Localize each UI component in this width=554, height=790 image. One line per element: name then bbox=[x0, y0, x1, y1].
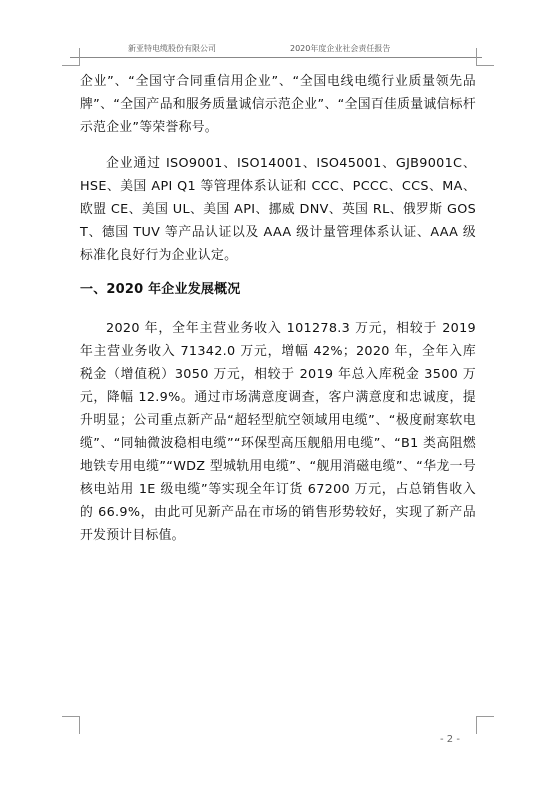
crop-mark-top-right bbox=[476, 48, 494, 66]
crop-mark-bottom-right bbox=[476, 716, 494, 734]
crop-mark-bottom-left bbox=[62, 716, 80, 734]
paragraph-certifications: 企业通过 ISO9001、ISO14001、ISO45001、GJB9001C、HSE、美国 API Q1 等管理体系认证和 CCC、PCCC、CCS、MA、欧盟 CE、美国 UL、美国 API、挪威 DNV、英国 RL、俄罗斯 GOST、德国 TUV 等产品认证以及 AAA 级计量管理体系认证、AAA 级标准化良好行为企业认定。 bbox=[80, 156, 476, 263]
document-body bbox=[80, 70, 476, 547]
page-header bbox=[70, 41, 482, 58]
header-report-title: 2020年度企业社会责任报告 bbox=[290, 44, 391, 53]
paragraph-development-overview: 2020 年，全年主营业务收入 101278.3 万元，相较于 2019 年主营业务收入 71342.0 万元，增幅 42%；2020 年，全年入库税金（增值税）3050 万元，相较于 2019 年总入库税金 3500 万元，降幅 12.9%。通过市场满意度调查，客户满意度和忠诚度，提升明显；公司重点新产品“超轻型航空领域用电缆”、“极度耐寒软电缆”、“同轴微波稳相电缆”“环保型高压舰船用电缆”、“B1 类高阻燃地铁专用电缆”“WDZ 型城轨用电缆”、“舰用消磁电缆”、“华龙一号核电站用 1E 级电缆”等实现全年订货 67200 万元，占总销售收入的 66.9%，由此可见新产品在市场的销售形势较好，实现了新产品开发预计目标值。 bbox=[80, 321, 476, 543]
crop-mark-top-left bbox=[62, 48, 80, 66]
section-heading: 一、2020 年企业发展概况 bbox=[80, 282, 241, 297]
paragraph-honors: 企业”、“全国守合同重信用企业”、“全国电线电缆行业质量领先品牌”、“全国产品和服务质量诚信示范企业”、“全国百佳质量诚信标杆示范企业”等荣誉称号。 bbox=[80, 74, 476, 135]
page-number: - 2 - bbox=[440, 734, 460, 745]
header-company-name: 新亚特电缆股份有限公司 bbox=[128, 44, 216, 53]
